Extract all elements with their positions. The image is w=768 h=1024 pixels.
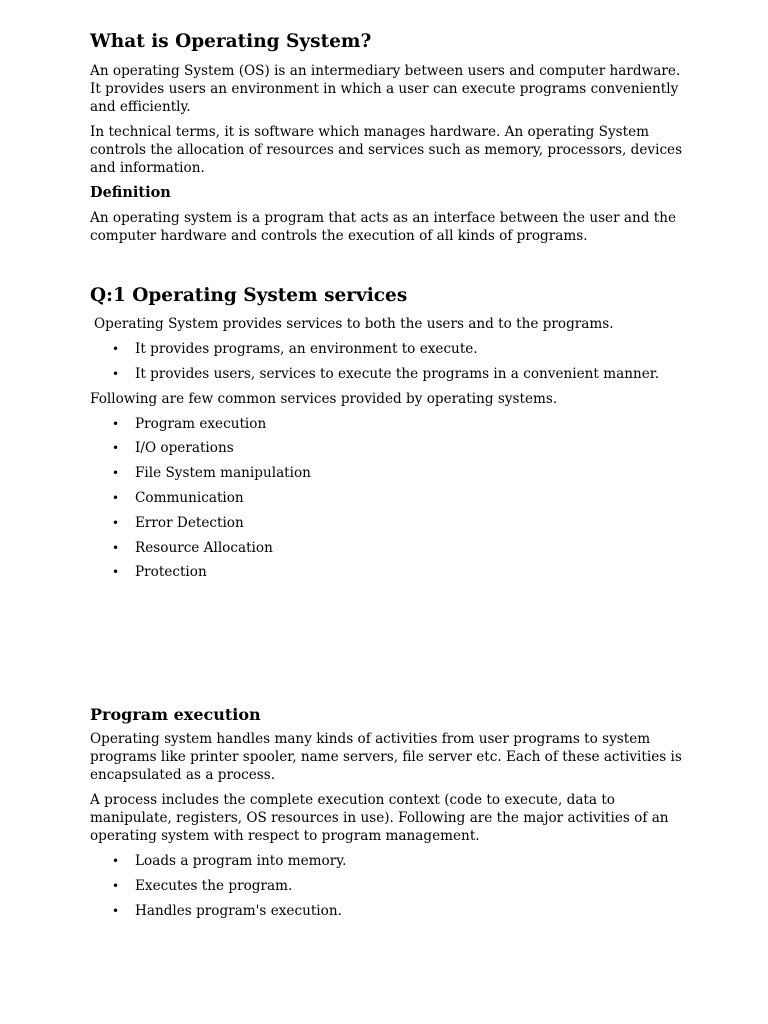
list-item-text: Program execution bbox=[135, 415, 267, 432]
list-item-text: Communication bbox=[135, 489, 244, 506]
document-page bbox=[90, 30, 690, 927]
list-item bbox=[90, 489, 690, 507]
paragraph-os-intro: An operating System (OS) is an intermediary between users and computer hardware. It provides users an environment in which a user can execute programs conveniently and efficiently. bbox=[90, 63, 681, 115]
list-item-text: Resource Allocation bbox=[135, 539, 273, 556]
list-item-text: File System manipulation bbox=[135, 465, 311, 482]
list-item bbox=[90, 439, 690, 457]
list-item-text: Protection bbox=[135, 564, 207, 581]
heading-os-services: Q:1 Operating System services bbox=[90, 285, 408, 306]
bullet-marker: • bbox=[112, 416, 120, 431]
bullet-marker: • bbox=[112, 565, 120, 580]
list-item bbox=[90, 852, 690, 870]
paragraph-definition: An operating system is a program that acts as an interface between the user and the computer hardware and controls the execution of all kinds of programs. bbox=[90, 210, 677, 244]
bullet-marker: • bbox=[112, 441, 120, 456]
list-item-text: Executes the program. bbox=[135, 878, 293, 895]
paragraph-program-execution-1: Operating system handles many kinds of activities from user programs to system programs like printer spooler, name servers, file server etc. Each of these activities is encapsulated as a process. bbox=[90, 731, 682, 784]
list-item bbox=[90, 539, 690, 557]
bullet-marker: • bbox=[112, 466, 120, 481]
list-item bbox=[90, 877, 690, 895]
program-execution-bullet-list bbox=[90, 852, 690, 920]
paragraph-os-technical: In technical terms, it is software which manages hardware. An operating System controls the allocation of resources and services such as memory, processors, devices and information. bbox=[90, 124, 683, 176]
bullet-marker: • bbox=[112, 879, 120, 894]
list-item-text: Handles program's execution. bbox=[135, 902, 342, 919]
bullet-marker: • bbox=[112, 366, 120, 381]
list-item bbox=[90, 340, 690, 358]
list-item-text: It provides programs, an environment to execute. bbox=[135, 341, 478, 357]
bullet-marker: • bbox=[112, 490, 120, 505]
heading-definition: Definition bbox=[90, 184, 171, 201]
list-item-text: Loads a program into memory. bbox=[135, 853, 347, 870]
list-item bbox=[90, 563, 690, 581]
list-item-text: It provides users, services to execute the programs in a convenient manner. bbox=[135, 365, 660, 382]
paragraph-services-intro: Operating System provides services to both the users and to the programs. bbox=[94, 316, 614, 332]
heading-program-execution: Program execution bbox=[90, 705, 261, 725]
list-item bbox=[90, 514, 690, 532]
list-item bbox=[90, 415, 690, 433]
list-item bbox=[90, 464, 690, 482]
list-item bbox=[90, 365, 690, 383]
bullet-marker: • bbox=[112, 854, 120, 869]
list-item-text: I/O operations bbox=[135, 440, 234, 457]
bullet-marker: • bbox=[112, 342, 120, 356]
intro-bullet-list bbox=[90, 340, 690, 383]
paragraph-services-list-intro: Following are few common services provided by operating systems. bbox=[90, 390, 558, 407]
bullet-marker: • bbox=[112, 515, 120, 530]
bullet-marker: • bbox=[112, 903, 120, 918]
paragraph-program-execution-2: A process includes the complete execution context (code to execute, data to manipulate, registers, OS resources in use). Following are the major activities of an operating system with respect to program management. bbox=[90, 792, 669, 845]
services-bullet-list bbox=[90, 415, 690, 582]
bullet-marker: • bbox=[112, 540, 120, 555]
heading-what-is-os: What is Operating System? bbox=[90, 31, 372, 52]
list-item bbox=[90, 902, 690, 920]
list-item-text: Error Detection bbox=[135, 514, 244, 531]
